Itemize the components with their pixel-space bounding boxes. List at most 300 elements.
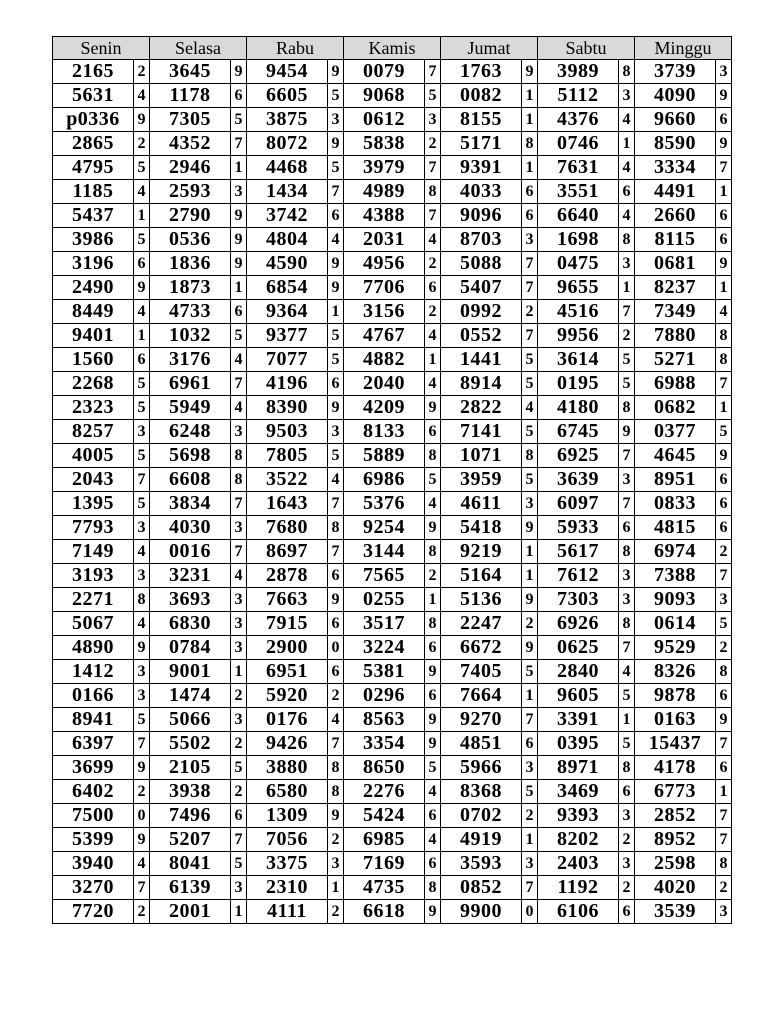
number-cell: 7706 [344,276,425,300]
digit-cell: 4 [425,828,441,852]
number-cell: 9219 [441,540,522,564]
number-cell: 9956 [538,324,619,348]
digit-cell: 5 [716,612,732,636]
number-cell: 9426 [247,732,328,756]
digit-cell: 3 [134,684,150,708]
digit-cell: 1 [619,708,635,732]
number-cell: 3539 [635,900,716,924]
digit-cell: 1 [231,660,247,684]
digit-cell: 2 [134,132,150,156]
table-row [53,516,732,540]
number-cell: 1192 [538,876,619,900]
digit-cell: 5 [231,324,247,348]
digit-cell: 5 [328,156,344,180]
digit-cell: 5 [328,324,344,348]
digit-cell: 2 [231,732,247,756]
digit-cell: 6 [522,180,538,204]
number-cell: 2105 [150,756,231,780]
number-cell: 8941 [53,708,134,732]
number-cell: 4196 [247,372,328,396]
number-cell: 2043 [53,468,134,492]
table-row [53,252,732,276]
digit-cell: 1 [522,540,538,564]
column-header-selasa: Selasa [150,37,247,60]
digit-cell: 9 [328,132,344,156]
digit-cell: 8 [328,780,344,804]
digit-cell: 9 [716,444,732,468]
digit-cell: 6 [231,804,247,828]
table-row [53,900,732,924]
number-cell: 5112 [538,84,619,108]
table-body [53,60,732,924]
digit-cell: 2 [328,684,344,708]
digit-cell: 6 [134,348,150,372]
number-cell: 1836 [150,252,231,276]
number-cell: 2310 [247,876,328,900]
digit-cell: 6 [716,204,732,228]
number-cell: 9391 [441,156,522,180]
number-cell: 0614 [635,612,716,636]
digit-cell: 2 [134,780,150,804]
number-cell: 0395 [538,732,619,756]
number-cell: 0377 [635,420,716,444]
digit-cell: 9 [522,516,538,540]
digit-cell: 5 [231,756,247,780]
digit-cell: 9 [425,708,441,732]
digit-cell: 9 [134,636,150,660]
digit-cell: 5 [134,228,150,252]
number-cell: 9364 [247,300,328,324]
number-cell: 7565 [344,564,425,588]
number-cell: 1032 [150,324,231,348]
digit-cell: 7 [328,180,344,204]
digit-cell: 7 [134,468,150,492]
digit-cell: 4 [619,156,635,180]
digit-cell: 3 [231,636,247,660]
number-cell: 0166 [53,684,134,708]
number-cell: 2271 [53,588,134,612]
number-cell: 0784 [150,636,231,660]
number-cell: 3979 [344,156,425,180]
number-cell: 0702 [441,804,522,828]
digit-cell: 6 [231,84,247,108]
number-cell: 8390 [247,396,328,420]
number-cell: 5088 [441,252,522,276]
digit-cell: 5 [716,420,732,444]
digit-cell: 7 [231,372,247,396]
table-row [53,876,732,900]
table-row [53,564,732,588]
number-cell: 5399 [53,828,134,852]
digit-cell: 1 [716,396,732,420]
number-cell: 1698 [538,228,619,252]
table-row [53,756,732,780]
number-cell: 6640 [538,204,619,228]
number-cell: 5164 [441,564,522,588]
digit-cell: 8 [425,612,441,636]
digit-cell: 7 [522,876,538,900]
number-cell: 3940 [53,852,134,876]
number-cell: 5381 [344,660,425,684]
number-cell: 4815 [635,516,716,540]
digit-cell: 8 [231,444,247,468]
number-cell: 2247 [441,612,522,636]
column-header-minggu: Minggu [635,37,732,60]
number-cell: 8257 [53,420,134,444]
digit-cell: 9 [716,132,732,156]
digit-cell: 9 [425,660,441,684]
number-cell: 8449 [53,300,134,324]
number-cell: 8563 [344,708,425,732]
digit-cell: 2 [619,828,635,852]
number-cell: 7056 [247,828,328,852]
number-cell: 0746 [538,132,619,156]
table-row [53,84,732,108]
number-cell: 6961 [150,372,231,396]
number-cell: 7664 [441,684,522,708]
digit-cell: 6 [619,780,635,804]
digit-cell: 3 [716,900,732,924]
digit-cell: 6 [425,852,441,876]
digit-cell: 5 [425,84,441,108]
number-cell: 5437 [53,204,134,228]
digit-cell: 1 [134,324,150,348]
number-cell: 3834 [150,492,231,516]
digit-cell: 6 [619,180,635,204]
number-cell: 9001 [150,660,231,684]
digit-cell: 4 [619,204,635,228]
number-cell: 1071 [441,444,522,468]
number-cell: 7612 [538,564,619,588]
number-cell: 2031 [344,228,425,252]
number-cell: 7793 [53,516,134,540]
table-row [53,132,732,156]
digit-cell: 6 [716,468,732,492]
number-cell: 5207 [150,828,231,852]
digit-cell: 5 [425,756,441,780]
digit-cell: 7 [231,828,247,852]
number-cell: 8703 [441,228,522,252]
digit-cell: 5 [134,156,150,180]
number-cell: 4376 [538,108,619,132]
table-row [53,660,732,684]
digit-cell: 6 [425,804,441,828]
digit-cell: 7 [716,372,732,396]
digit-cell: 5 [134,372,150,396]
digit-cell: 3 [231,612,247,636]
number-cell: 2946 [150,156,231,180]
digit-cell: 4 [425,372,441,396]
number-cell: 6988 [635,372,716,396]
number-cell: 0079 [344,60,425,84]
number-cell: 5617 [538,540,619,564]
digit-cell: 3 [522,228,538,252]
number-cell: 3959 [441,468,522,492]
digit-cell: 8 [425,444,441,468]
number-cell: 4352 [150,132,231,156]
number-cell: 0992 [441,300,522,324]
number-cell: 6925 [538,444,619,468]
number-cell: 8368 [441,780,522,804]
digit-cell: 9 [134,756,150,780]
table-row [53,420,732,444]
digit-cell: 1 [231,900,247,924]
table-row [53,612,732,636]
digit-cell: 3 [619,84,635,108]
number-cell: 3880 [247,756,328,780]
number-cell: 3551 [538,180,619,204]
number-cell: 2900 [247,636,328,660]
digit-cell: 7 [522,324,538,348]
digit-cell: 6 [425,420,441,444]
number-cell: 1178 [150,84,231,108]
number-cell: 9377 [247,324,328,348]
number-cell: 1395 [53,492,134,516]
digit-cell: 8 [716,324,732,348]
digit-cell: 7 [522,708,538,732]
number-cell: 9660 [635,108,716,132]
number-cell: 2040 [344,372,425,396]
number-cell: 0612 [344,108,425,132]
table-row [53,204,732,228]
digit-cell: 9 [522,60,538,84]
digit-cell: 0 [134,804,150,828]
digit-cell: 1 [716,780,732,804]
number-cell: 3739 [635,60,716,84]
number-cell: 0195 [538,372,619,396]
digit-cell: 2 [231,780,247,804]
number-cell: 3270 [53,876,134,900]
digit-cell: 2 [328,828,344,852]
digit-cell: 3 [134,420,150,444]
digit-cell: 4 [425,324,441,348]
number-cell: 15437 [635,732,716,756]
number-cell: 6926 [538,612,619,636]
number-cell: 2323 [53,396,134,420]
number-cell: 3469 [538,780,619,804]
digit-cell: 2 [619,876,635,900]
number-cell: 1643 [247,492,328,516]
digit-cell: 9 [134,108,150,132]
number-cell: 3699 [53,756,134,780]
digit-cell: 7 [231,132,247,156]
digit-cell: 4 [619,660,635,684]
column-header-rabu: Rabu [247,37,344,60]
number-cell: 1412 [53,660,134,684]
number-cell: 3938 [150,780,231,804]
digit-cell: 2 [134,900,150,924]
digit-cell: 3 [522,852,538,876]
digit-cell: 8 [716,852,732,876]
number-cell: 4468 [247,156,328,180]
digit-cell: 9 [716,708,732,732]
number-cell: 2165 [53,60,134,84]
digit-cell: 7 [425,156,441,180]
number-cell: 4090 [635,84,716,108]
digit-cell: 8 [328,756,344,780]
digit-cell: 6 [328,204,344,228]
number-cell: 0536 [150,228,231,252]
digit-cell: 7 [619,300,635,324]
digit-cell: 6 [328,372,344,396]
digit-cell: 7 [134,732,150,756]
digit-cell: 6 [328,612,344,636]
digit-cell: 9 [716,252,732,276]
number-cell: 2593 [150,180,231,204]
digit-cell: 2 [425,132,441,156]
number-cell: 8951 [635,468,716,492]
number-cell: 4491 [635,180,716,204]
number-cell: 3375 [247,852,328,876]
number-cell: 1763 [441,60,522,84]
number-cell: 7303 [538,588,619,612]
digit-cell: 1 [134,204,150,228]
number-cell: 3522 [247,468,328,492]
digit-cell: 4 [425,492,441,516]
digit-cell: 2 [425,300,441,324]
digit-cell: 2 [522,612,538,636]
number-cell: 3176 [150,348,231,372]
digit-cell: 0 [522,900,538,924]
digit-cell: 8 [619,756,635,780]
digit-cell: 5 [522,660,538,684]
digit-cell: 5 [619,732,635,756]
table-row [53,348,732,372]
digit-cell: 8 [716,660,732,684]
digit-cell: 9 [425,396,441,420]
digit-cell: 7 [716,732,732,756]
number-cell: 3593 [441,852,522,876]
number-cell: 3334 [635,156,716,180]
digit-cell: 4 [134,84,150,108]
number-cell: 8041 [150,852,231,876]
digit-cell: 7 [425,60,441,84]
number-cell: 6672 [441,636,522,660]
number-cell: 0255 [344,588,425,612]
number-cell: 4735 [344,876,425,900]
digit-cell: 6 [619,900,635,924]
digit-cell: 4 [231,564,247,588]
number-cell: 0682 [635,396,716,420]
number-cell: 4516 [538,300,619,324]
number-cell: 0163 [635,708,716,732]
digit-cell: 3 [716,60,732,84]
digit-cell: 6 [619,516,635,540]
table-row [53,852,732,876]
digit-cell: 8 [522,444,538,468]
number-cell: 2403 [538,852,619,876]
digit-cell: 1 [522,684,538,708]
digit-cell: 8 [619,396,635,420]
number-cell: 3144 [344,540,425,564]
number-cell: 6580 [247,780,328,804]
digit-cell: 7 [619,636,635,660]
digit-cell: 8 [231,468,247,492]
digit-cell: 5 [134,396,150,420]
digit-cell: 6 [716,108,732,132]
digit-cell: 2 [522,300,538,324]
table-row [53,828,732,852]
digit-cell: 3 [231,420,247,444]
digit-cell: 1 [328,300,344,324]
digit-cell: 3 [231,516,247,540]
number-cell: 4209 [344,396,425,420]
digit-cell: 3 [425,108,441,132]
number-table [52,36,732,924]
number-cell: 5418 [441,516,522,540]
header-row [53,37,732,60]
number-cell: 9529 [635,636,716,660]
digit-cell: 4 [328,468,344,492]
digit-cell: 4 [134,540,150,564]
digit-cell: 1 [522,156,538,180]
number-cell: 6951 [247,660,328,684]
digit-cell: 9 [328,276,344,300]
digit-cell: 7 [619,444,635,468]
number-cell: 4956 [344,252,425,276]
number-cell: 8155 [441,108,522,132]
table-row [53,396,732,420]
number-cell: 4767 [344,324,425,348]
digit-cell: 4 [716,300,732,324]
digit-cell: 7 [619,492,635,516]
digit-cell: 4 [134,300,150,324]
digit-cell: 6 [425,276,441,300]
number-cell: 5171 [441,132,522,156]
number-cell: 3231 [150,564,231,588]
table-row [53,780,732,804]
digit-cell: 9 [231,60,247,84]
digit-cell: 9 [328,60,344,84]
digit-cell: 3 [231,588,247,612]
digit-cell: 3 [619,564,635,588]
digit-cell: 2 [134,60,150,84]
number-cell: 4178 [635,756,716,780]
digit-cell: 5 [328,444,344,468]
table-row [53,300,732,324]
digit-cell: 9 [231,252,247,276]
number-cell: 8133 [344,420,425,444]
digit-cell: 1 [522,564,538,588]
number-cell: 1474 [150,684,231,708]
digit-cell: 3 [231,180,247,204]
number-cell: 5067 [53,612,134,636]
digit-cell: 6 [425,636,441,660]
digit-cell: 8 [619,228,635,252]
number-cell: 2276 [344,780,425,804]
digit-cell: 3 [328,108,344,132]
number-cell: 7149 [53,540,134,564]
digit-cell: 9 [425,732,441,756]
number-cell: 9655 [538,276,619,300]
digit-cell: 7 [328,540,344,564]
digit-cell: 3 [134,516,150,540]
number-cell: 8115 [635,228,716,252]
column-header-senin: Senin [53,37,150,60]
number-cell: 7388 [635,564,716,588]
number-cell: 7663 [247,588,328,612]
number-cell: 7405 [441,660,522,684]
number-cell: 2822 [441,396,522,420]
digit-cell: 3 [522,492,538,516]
number-cell: 5698 [150,444,231,468]
number-cell: 9401 [53,324,134,348]
digit-cell: 1 [619,132,635,156]
digit-cell: 8 [522,132,538,156]
digit-cell: 6 [716,228,732,252]
number-cell: 4795 [53,156,134,180]
digit-cell: 5 [522,420,538,444]
